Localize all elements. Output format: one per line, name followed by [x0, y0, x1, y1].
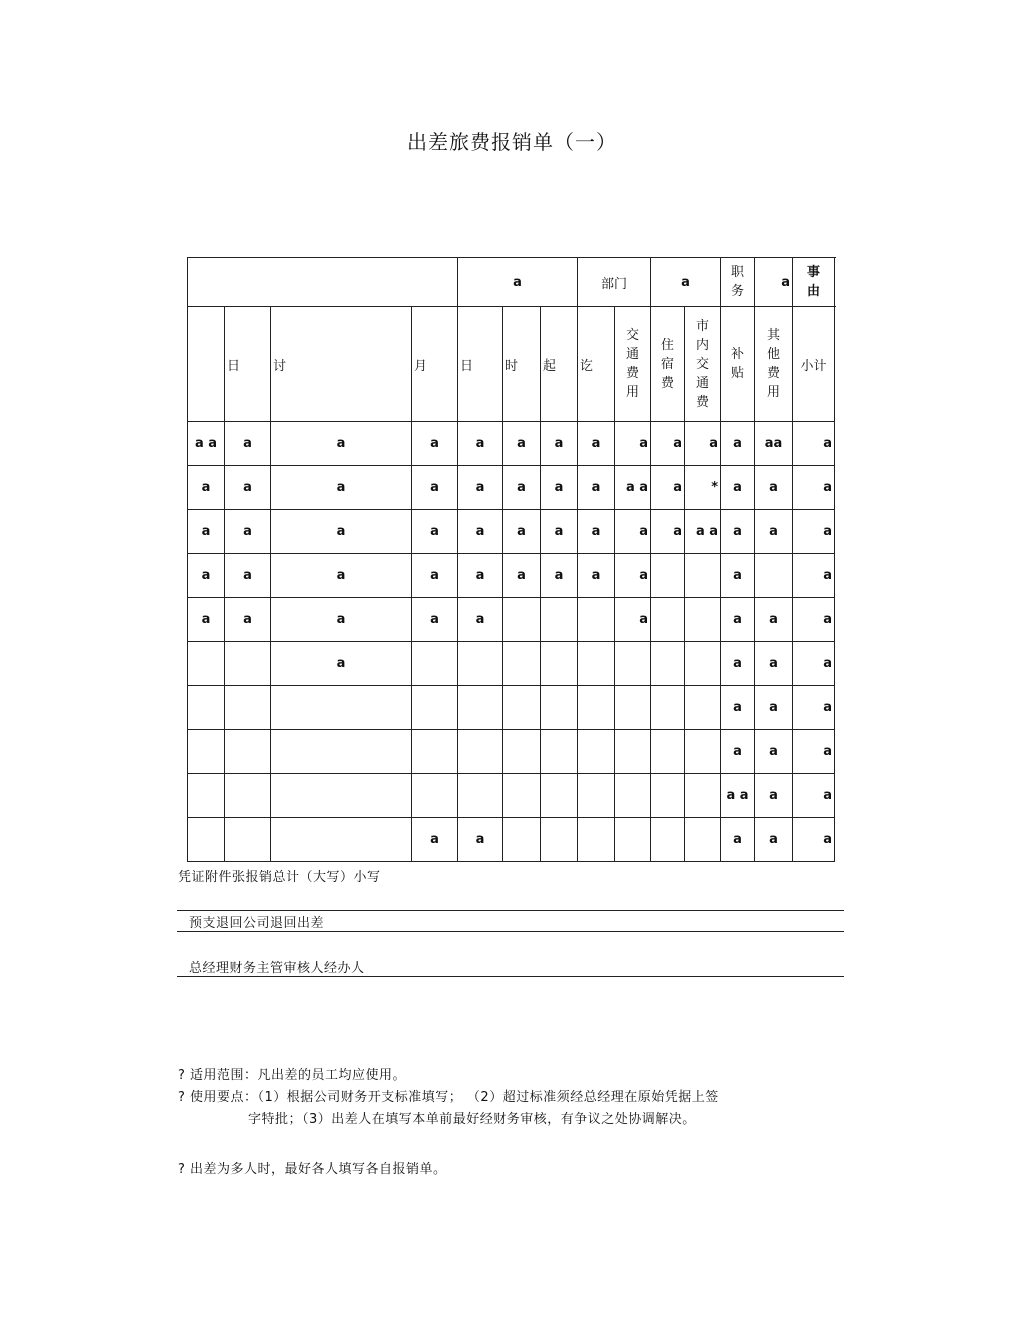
table-cell[interactable]: a: [793, 598, 835, 642]
table-row: [188, 466, 835, 510]
table-cell[interactable]: [685, 554, 721, 598]
table-cell[interactable]: a: [721, 686, 755, 730]
table-cell[interactable]: a: [458, 422, 503, 466]
footer-signatures-line: 总经理财务主管审核人经办人: [189, 961, 365, 976]
table-cell[interactable]: a: [721, 818, 755, 862]
table-cell[interactable]: a: [458, 554, 503, 598]
table-cell[interactable]: [503, 730, 541, 774]
col-header-transport-cell: [615, 307, 651, 422]
col-header-other-cell: [755, 307, 793, 422]
column-header-row: [188, 307, 835, 422]
col-header-lodging-cell: [651, 307, 685, 422]
col-header-day: 日: [225, 307, 271, 422]
table-cell[interactable]: [541, 686, 578, 730]
table-cell[interactable]: a: [271, 422, 412, 466]
table-cell[interactable]: a: [412, 466, 458, 510]
table-cell[interactable]: a: [458, 598, 503, 642]
table-cell[interactable]: [271, 818, 412, 862]
col-header-hour: 时: [503, 307, 541, 422]
table-cell[interactable]: a: [271, 510, 412, 554]
table-cell[interactable]: [651, 730, 685, 774]
table-cell[interactable]: [541, 774, 578, 818]
table-cell[interactable]: [503, 642, 541, 686]
col-header-local-transport: 市内交通费: [696, 318, 710, 410]
table-cell[interactable]: [578, 686, 615, 730]
divider-1: [177, 910, 844, 911]
expense-form-table: [187, 257, 835, 862]
header-row: [188, 258, 835, 307]
table-cell[interactable]: [651, 554, 685, 598]
col-header-month: 月: [412, 307, 458, 422]
table-cell[interactable]: [412, 774, 458, 818]
table-cell[interactable]: [503, 598, 541, 642]
table-row: [188, 510, 835, 554]
col-header-local-transport-cell: [685, 307, 721, 422]
table-row: [188, 422, 835, 466]
table-cell[interactable]: a: [271, 554, 412, 598]
table-cell[interactable]: a a: [721, 774, 755, 818]
table-cell[interactable]: [503, 818, 541, 862]
table-cell[interactable]: a: [225, 510, 271, 554]
table-cell[interactable]: a: [793, 818, 835, 862]
table-cell[interactable]: [541, 818, 578, 862]
table-cell[interactable]: [412, 642, 458, 686]
table-row: [188, 642, 835, 686]
table-cell[interactable]: [651, 642, 685, 686]
table-cell[interactable]: a: [578, 466, 615, 510]
table-cell[interactable]: a: [721, 422, 755, 466]
table-cell[interactable]: [188, 730, 225, 774]
table-cell[interactable]: [651, 598, 685, 642]
table-cell[interactable]: a: [578, 422, 615, 466]
col-header-from: 起: [541, 307, 578, 422]
dept-value-cell[interactable]: [651, 258, 721, 307]
table-cell[interactable]: [615, 774, 651, 818]
table-row: [188, 686, 835, 730]
table-cell[interactable]: a: [721, 510, 755, 554]
table-cell[interactable]: [685, 642, 721, 686]
table-cell[interactable]: [578, 774, 615, 818]
table-cell[interactable]: a: [412, 554, 458, 598]
table-cell[interactable]: a: [651, 466, 685, 510]
table-cell[interactable]: [615, 818, 651, 862]
table-cell[interactable]: a: [271, 466, 412, 510]
footer-advance-return-line: 预支退回公司退回出差: [189, 916, 325, 931]
table-cell[interactable]: [541, 598, 578, 642]
page-title: 出差旅费报销单（一）: [407, 130, 617, 154]
table-cell[interactable]: [685, 774, 721, 818]
table-cell[interactable]: a: [503, 510, 541, 554]
dept-value: a: [681, 274, 690, 290]
table-cell[interactable]: a: [225, 466, 271, 510]
table-cell[interactable]: a: [541, 510, 578, 554]
table-cell[interactable]: a: [755, 774, 793, 818]
table-cell[interactable]: [685, 686, 721, 730]
table-cell[interactable]: a: [615, 422, 651, 466]
footer-attachment-total-line: 凭证附件张报销总计（大写）小写: [178, 870, 381, 885]
note-usage-points-cont: 字特批；（3）出差人在填写本单前最好经财务审核，有争议之处协调解决。: [248, 1112, 696, 1127]
table-cell[interactable]: [503, 774, 541, 818]
table-cell[interactable]: a: [578, 554, 615, 598]
table-cell[interactable]: [271, 774, 412, 818]
table-cell[interactable]: [225, 686, 271, 730]
table-cell[interactable]: [225, 818, 271, 862]
table-cell[interactable]: [225, 642, 271, 686]
table-cell[interactable]: a: [615, 554, 651, 598]
table-cell[interactable]: a: [793, 466, 835, 510]
table-cell[interactable]: [271, 730, 412, 774]
table-cell[interactable]: a: [685, 422, 721, 466]
table-cell[interactable]: [578, 818, 615, 862]
table-cell[interactable]: a: [755, 818, 793, 862]
table-cell[interactable]: a: [541, 554, 578, 598]
table-cell[interactable]: [188, 818, 225, 862]
table-cell[interactable]: a a: [615, 466, 651, 510]
col-header-lodging: 住宿费: [661, 337, 675, 391]
table-cell[interactable]: [685, 730, 721, 774]
col-header-to: 讫: [578, 307, 615, 422]
table-cell[interactable]: a: [541, 422, 578, 466]
table-cell[interactable]: [188, 642, 225, 686]
table-cell[interactable]: [225, 730, 271, 774]
table-cell[interactable]: a: [721, 730, 755, 774]
table-cell[interactable]: [651, 818, 685, 862]
table-cell[interactable]: [578, 730, 615, 774]
table-cell[interactable]: a: [651, 422, 685, 466]
table-cell[interactable]: [458, 642, 503, 686]
table-cell[interactable]: a: [225, 598, 271, 642]
name-value: a: [513, 274, 522, 290]
table-cell[interactable]: a: [412, 818, 458, 862]
table-cell[interactable]: a: [503, 422, 541, 466]
table-cell[interactable]: a: [412, 598, 458, 642]
table-cell[interactable]: [578, 598, 615, 642]
table-cell[interactable]: a: [793, 554, 835, 598]
table-cell[interactable]: [412, 730, 458, 774]
col-header-subtotal: 小计: [793, 307, 835, 422]
position-value-cell[interactable]: [755, 258, 793, 307]
table-cell[interactable]: [458, 774, 503, 818]
table-cell[interactable]: a: [503, 554, 541, 598]
table-cell[interactable]: a: [755, 686, 793, 730]
col-header-transport: 交通费用: [626, 328, 640, 400]
note-scope: ? 适用范围：凡出差的员工均应使用。: [178, 1068, 407, 1083]
table-cell[interactable]: [412, 686, 458, 730]
table-cell[interactable]: a: [755, 510, 793, 554]
table-row: [188, 554, 835, 598]
table-cell[interactable]: [651, 774, 685, 818]
table-cell[interactable]: a: [271, 642, 412, 686]
table-row: [188, 598, 835, 642]
table-cell[interactable]: a: [458, 510, 503, 554]
table-cell[interactable]: a: [651, 510, 685, 554]
table-cell[interactable]: a: [225, 554, 271, 598]
table-cell[interactable]: [541, 730, 578, 774]
table-cell[interactable]: [651, 686, 685, 730]
table-row: [188, 818, 835, 862]
table-cell[interactable]: aa: [755, 422, 793, 466]
table-cell[interactable]: a: [271, 598, 412, 642]
table-cell[interactable]: a: [793, 686, 835, 730]
position-value: a: [781, 274, 791, 290]
table-cell[interactable]: a: [721, 466, 755, 510]
table-cell[interactable]: a: [721, 598, 755, 642]
data-rows: [188, 422, 835, 862]
table-cell[interactable]: a: [721, 554, 755, 598]
table-cell[interactable]: [225, 774, 271, 818]
table-cell[interactable]: [541, 642, 578, 686]
divider-2: [177, 931, 844, 932]
table-cell[interactable]: [458, 730, 503, 774]
table-cell[interactable]: [271, 686, 412, 730]
table-cell[interactable]: a: [793, 422, 835, 466]
table-cell[interactable]: a: [458, 466, 503, 510]
position-label-cell: [721, 258, 755, 307]
col-header-allowance-cell: [721, 307, 755, 422]
table-cell[interactable]: a: [721, 642, 755, 686]
table-cell[interactable]: a: [615, 598, 651, 642]
col-header-other: 其他费用: [767, 328, 781, 400]
reason-label: 事由: [807, 265, 821, 299]
col-header-allowance: 补贴: [731, 347, 745, 381]
table-cell[interactable]: [755, 554, 793, 598]
table-cell[interactable]: [685, 598, 721, 642]
position-label: 职务: [731, 265, 745, 299]
table-cell[interactable]: [188, 774, 225, 818]
table-cell[interactable]: a: [578, 510, 615, 554]
reason-label-cell: [793, 258, 835, 307]
divider-3: [177, 976, 844, 977]
table-cell[interactable]: a: [188, 510, 225, 554]
table-cell[interactable]: a: [793, 510, 835, 554]
table-cell[interactable]: a: [615, 510, 651, 554]
table-cell[interactable]: a a: [188, 422, 225, 466]
name-label-cell: [188, 258, 458, 307]
table-cell[interactable]: a: [225, 422, 271, 466]
table-cell[interactable]: a: [188, 466, 225, 510]
table-cell[interactable]: a: [458, 818, 503, 862]
col-header-day-2: 日: [458, 307, 503, 422]
table-cell[interactable]: [615, 642, 651, 686]
note-usage-points: ? 使用要点：（1）根据公司财务开支标准填写； （2）超过标准须经总经理在原始凭据上签: [178, 1090, 719, 1105]
table-cell[interactable]: [188, 686, 225, 730]
note-multiple-travelers: ? 出差为多人时，最好各人填写各自报销单。: [178, 1162, 447, 1177]
name-value-cell[interactable]: [458, 258, 578, 307]
table-cell[interactable]: a: [541, 466, 578, 510]
table-cell[interactable]: [578, 642, 615, 686]
table-cell[interactable]: a: [755, 466, 793, 510]
table-cell[interactable]: *: [685, 466, 721, 510]
table-cell[interactable]: a: [755, 730, 793, 774]
dept-label: 部门: [578, 258, 651, 307]
table-cell[interactable]: a a: [685, 510, 721, 554]
table-cell[interactable]: a: [412, 510, 458, 554]
table-cell[interactable]: a: [755, 598, 793, 642]
table-row: [188, 774, 835, 818]
table-cell[interactable]: a: [503, 466, 541, 510]
table-cell[interactable]: a: [793, 774, 835, 818]
col-header-place: 讨: [271, 307, 412, 422]
table-cell[interactable]: a: [188, 598, 225, 642]
table-cell[interactable]: a: [793, 642, 835, 686]
table-cell[interactable]: a: [188, 554, 225, 598]
table-cell[interactable]: [503, 686, 541, 730]
table-cell[interactable]: [615, 686, 651, 730]
table-cell[interactable]: a: [755, 642, 793, 686]
table-row: [188, 730, 835, 774]
table-cell[interactable]: a: [793, 730, 835, 774]
table-cell[interactable]: a: [412, 422, 458, 466]
table-cell[interactable]: [615, 730, 651, 774]
table-cell[interactable]: [685, 818, 721, 862]
table-cell[interactable]: [458, 686, 503, 730]
col-header-blank: [188, 307, 225, 422]
